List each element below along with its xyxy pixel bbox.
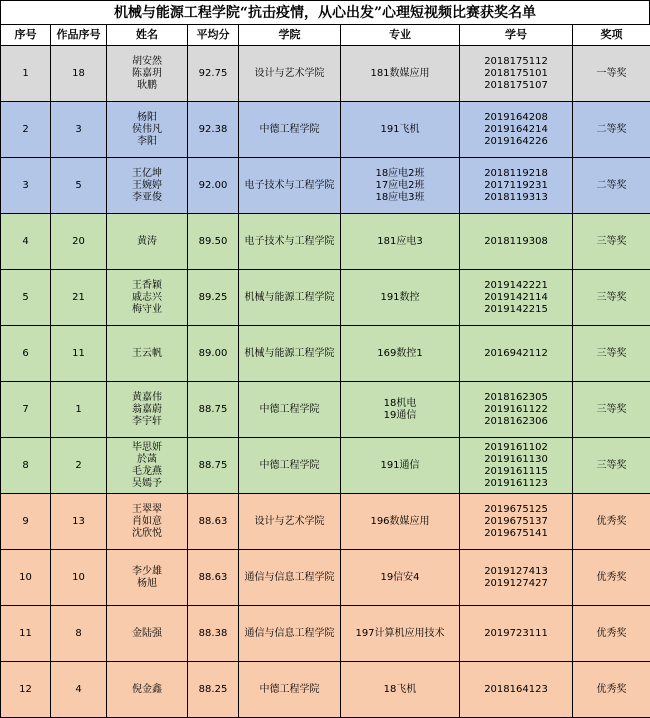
cell-average-score: 88.63 (188, 550, 239, 606)
student-name: 黄嘉伟 (107, 392, 187, 404)
cell-college: 电子技术与工程学院 (239, 214, 341, 270)
cell-student-ids (460, 326, 573, 382)
cell-major (341, 550, 460, 606)
major-name: 18应电3班 (341, 192, 459, 204)
student-name: 沈欣悦 (107, 528, 187, 540)
student-name: 杨旭 (107, 578, 187, 590)
cell-work-number: 3 (51, 102, 107, 158)
cell-names (107, 102, 188, 158)
student-id: 2018175107 (460, 80, 572, 92)
student-name: 陈嘉玥 (107, 68, 187, 80)
student-id: 2016942112 (460, 348, 572, 360)
table-row (1, 270, 650, 326)
cell-index: 5 (1, 270, 51, 326)
cell-major (341, 270, 460, 326)
cell-index: 8 (1, 438, 51, 494)
student-id: 2019675141 (460, 528, 572, 540)
cell-average-score: 89.00 (188, 326, 239, 382)
student-name: 梅守业 (107, 304, 187, 316)
cell-award: 三等奖 (573, 326, 650, 382)
cell-work-number: 8 (51, 606, 107, 662)
cell-index: 7 (1, 382, 51, 438)
student-name: 王翠翠 (107, 504, 187, 516)
student-name: 李亚俊 (107, 192, 187, 204)
cell-average-score: 89.25 (188, 270, 239, 326)
major-name: 169数控1 (341, 348, 459, 360)
student-name: 於菡 (107, 454, 187, 466)
cell-college: 设计与艺术学院 (239, 494, 341, 550)
student-name: 毛龙燕 (107, 466, 187, 478)
header-index: 序号 (1, 25, 51, 46)
major-name: 19通信 (341, 410, 459, 422)
award-table (0, 24, 650, 718)
table-row (1, 662, 650, 718)
student-id: 2019127427 (460, 578, 572, 590)
student-name: 侯伟凡 (107, 124, 187, 136)
cell-names (107, 494, 188, 550)
cell-average-score: 88.75 (188, 438, 239, 494)
header-college: 学院 (239, 25, 341, 46)
cell-work-number: 21 (51, 270, 107, 326)
table-row (1, 550, 650, 606)
student-name: 翁嘉蔚 (107, 404, 187, 416)
cell-index: 1 (1, 46, 51, 102)
cell-average-score: 89.50 (188, 214, 239, 270)
cell-work-number: 18 (51, 46, 107, 102)
cell-award: 优秀奖 (573, 606, 650, 662)
student-name: 李宇轩 (107, 416, 187, 428)
major-name: 18飞机 (341, 684, 459, 696)
student-id: 2019161130 (460, 454, 572, 466)
cell-index: 11 (1, 606, 51, 662)
student-id: 2018119313 (460, 192, 572, 204)
cell-work-number: 11 (51, 326, 107, 382)
cell-names (107, 662, 188, 718)
cell-average-score: 88.38 (188, 606, 239, 662)
cell-major (341, 214, 460, 270)
student-name: 肖如意 (107, 516, 187, 528)
student-name: 王云帆 (107, 348, 187, 360)
cell-student-ids (460, 494, 573, 550)
cell-names (107, 382, 188, 438)
cell-award: 三等奖 (573, 270, 650, 326)
student-id: 2019142221 (460, 280, 572, 292)
cell-student-ids (460, 662, 573, 718)
student-id: 2019675137 (460, 516, 572, 528)
cell-student-ids (460, 214, 573, 270)
cell-college: 通信与信息工程学院 (239, 606, 341, 662)
student-id: 2018175101 (460, 68, 572, 80)
cell-index: 12 (1, 662, 51, 718)
cell-college: 电子技术与工程学院 (239, 158, 341, 214)
cell-college: 机械与能源工程学院 (239, 270, 341, 326)
cell-names (107, 270, 188, 326)
header-row (1, 25, 650, 46)
cell-major (341, 606, 460, 662)
cell-award: 二等奖 (573, 158, 650, 214)
student-name: 吴嫣予 (107, 478, 187, 490)
student-name: 戚志兴 (107, 292, 187, 304)
cell-major (341, 102, 460, 158)
cell-average-score: 92.38 (188, 102, 239, 158)
cell-major (341, 382, 460, 438)
cell-college: 通信与信息工程学院 (239, 550, 341, 606)
student-name: 耿鹏 (107, 80, 187, 92)
cell-names (107, 438, 188, 494)
page-title: 机械与能源工程学院“抗击疫情，从心出发”心理短视频比赛获奖名单 (0, 0, 650, 24)
cell-major (341, 46, 460, 102)
header-work-number: 作品序号 (51, 25, 107, 46)
cell-college: 中德工程学院 (239, 662, 341, 718)
student-name: 李少雄 (107, 566, 187, 578)
table-row (1, 46, 650, 102)
cell-award: 优秀奖 (573, 662, 650, 718)
header-award: 奖项 (573, 25, 650, 46)
student-id: 2019161102 (460, 442, 572, 454)
major-name: 18应电2班 (341, 168, 459, 180)
major-name: 196数媒应用 (341, 516, 459, 528)
cell-work-number: 5 (51, 158, 107, 214)
cell-average-score: 92.75 (188, 46, 239, 102)
student-id: 2019127413 (460, 566, 572, 578)
major-name: 191数控 (341, 292, 459, 304)
student-name: 黄涛 (107, 236, 187, 248)
cell-major (341, 494, 460, 550)
major-name: 197计算机应用技术 (341, 628, 459, 640)
cell-college: 中德工程学院 (239, 438, 341, 494)
cell-major (341, 326, 460, 382)
cell-college: 机械与能源工程学院 (239, 326, 341, 382)
table-row (1, 158, 650, 214)
cell-student-ids (460, 102, 573, 158)
cell-college: 中德工程学院 (239, 382, 341, 438)
major-name: 181应电3 (341, 236, 459, 248)
student-id: 2019164214 (460, 124, 572, 136)
table-row (1, 326, 650, 382)
student-name: 王香颖 (107, 280, 187, 292)
student-id: 2018162306 (460, 416, 572, 428)
cell-names (107, 606, 188, 662)
student-id: 2019142114 (460, 292, 572, 304)
student-id: 2019164226 (460, 136, 572, 148)
cell-average-score: 92.00 (188, 158, 239, 214)
cell-award: 三等奖 (573, 382, 650, 438)
cell-names (107, 550, 188, 606)
cell-college: 设计与艺术学院 (239, 46, 341, 102)
major-name: 191通信 (341, 460, 459, 472)
cell-student-ids (460, 46, 573, 102)
student-name: 王婉婷 (107, 180, 187, 192)
major-name: 17应电2班 (341, 180, 459, 192)
table-row (1, 494, 650, 550)
student-id: 2018175112 (460, 56, 572, 68)
student-name: 李阳 (107, 136, 187, 148)
student-id: 2018164123 (460, 684, 572, 696)
cell-work-number: 4 (51, 662, 107, 718)
cell-student-ids (460, 158, 573, 214)
student-id: 2019161123 (460, 478, 572, 490)
cell-work-number: 13 (51, 494, 107, 550)
cell-names (107, 158, 188, 214)
student-name: 倪金鑫 (107, 684, 187, 696)
cell-index: 4 (1, 214, 51, 270)
student-id: 2017119231 (460, 180, 572, 192)
cell-major (341, 662, 460, 718)
cell-student-ids (460, 606, 573, 662)
student-name: 胡安然 (107, 56, 187, 68)
cell-index: 2 (1, 102, 51, 158)
student-name: 毕思妍 (107, 442, 187, 454)
student-id: 2018119218 (460, 168, 572, 180)
student-id: 2019161115 (460, 466, 572, 478)
cell-student-ids (460, 550, 573, 606)
cell-student-ids (460, 438, 573, 494)
cell-award: 一等奖 (573, 46, 650, 102)
table-row (1, 214, 650, 270)
student-id: 2019723111 (460, 628, 572, 640)
header-major: 专业 (341, 25, 460, 46)
header-student-id: 学号 (460, 25, 573, 46)
cell-work-number: 2 (51, 438, 107, 494)
cell-award: 优秀奖 (573, 550, 650, 606)
student-id: 2018119308 (460, 236, 572, 248)
table-row (1, 382, 650, 438)
student-id: 2019675125 (460, 504, 572, 516)
cell-names (107, 46, 188, 102)
cell-index: 10 (1, 550, 51, 606)
cell-names (107, 214, 188, 270)
cell-award: 三等奖 (573, 214, 650, 270)
table-body (1, 46, 650, 718)
cell-student-ids (460, 382, 573, 438)
cell-award: 二等奖 (573, 102, 650, 158)
cell-index: 6 (1, 326, 51, 382)
cell-index: 9 (1, 494, 51, 550)
student-id: 2019161122 (460, 404, 572, 416)
student-name: 杨阳 (107, 112, 187, 124)
cell-names (107, 326, 188, 382)
cell-average-score: 88.75 (188, 382, 239, 438)
cell-average-score: 88.25 (188, 662, 239, 718)
student-id: 2019164208 (460, 112, 572, 124)
cell-award: 优秀奖 (573, 494, 650, 550)
major-name: 19信安4 (341, 572, 459, 584)
cell-award: 三等奖 (573, 438, 650, 494)
cell-work-number: 10 (51, 550, 107, 606)
major-name: 18机电 (341, 398, 459, 410)
student-id: 2019142215 (460, 304, 572, 316)
cell-major (341, 438, 460, 494)
header-average-score: 平均分 (188, 25, 239, 46)
header-name: 姓名 (107, 25, 188, 46)
major-name: 191飞机 (341, 124, 459, 136)
table-row (1, 606, 650, 662)
student-name: 王亿坤 (107, 168, 187, 180)
cell-work-number: 1 (51, 382, 107, 438)
cell-index: 3 (1, 158, 51, 214)
table-row (1, 438, 650, 494)
major-name: 181数媒应用 (341, 68, 459, 80)
cell-work-number: 20 (51, 214, 107, 270)
cell-college: 中德工程学院 (239, 102, 341, 158)
student-id: 2018162305 (460, 392, 572, 404)
cell-average-score: 88.63 (188, 494, 239, 550)
cell-major (341, 158, 460, 214)
cell-student-ids (460, 270, 573, 326)
student-name: 金陆强 (107, 628, 187, 640)
table-row (1, 102, 650, 158)
